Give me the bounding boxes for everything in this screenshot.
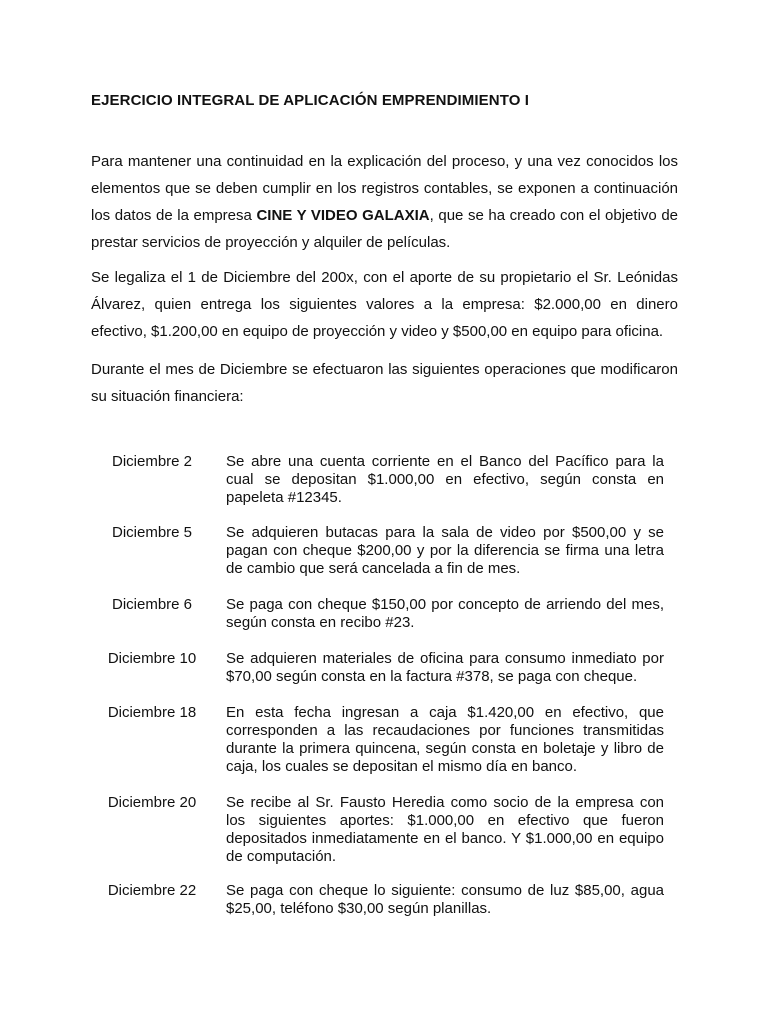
operation-description: Se adquieren materiales de oficina para consumo inmediato por $70,00 según consta en la factura #378, se paga con cheque. bbox=[226, 650, 664, 685]
operations-intro-paragraph: Durante el mes de Diciembre se efectuaron las siguientes operaciones que modificaron su situación financiera: bbox=[91, 361, 678, 405]
operation-date: Diciembre 10 bbox=[107, 650, 197, 667]
operation-description: Se paga con cheque $150,00 por concepto de arriendo del mes, según consta en recibo #23. bbox=[226, 596, 664, 631]
intro-text-before: Para mantener una continuidad en la explicación del proceso, y una vez conocidos los elementos que se deben cumplir en los registros contables, se exponen a continuación los datos de la empresa bbox=[91, 153, 678, 224]
operation-description: Se abre una cuenta corriente en el Banco del Pacífico para la cual se depositan $1.000,00 en efectivo, según consta en papeleta #12345. bbox=[226, 453, 664, 506]
operation-description: Se paga con cheque lo siguiente: consumo de luz $85,00, agua $25,00, teléfono $30,00 según planillas. bbox=[226, 882, 664, 917]
company-name: CINE Y VIDEO GALAXIA bbox=[256, 207, 430, 224]
operation-description: Se recibe al Sr. Fausto Heredia como socio de la empresa con los siguientes aportes: $1.000,00 en efectivo que fueron depositados inmediatamente en el banco. Y $1.000,00 en equipo de computación. bbox=[226, 794, 664, 865]
operation-date: Diciembre 6 bbox=[111, 596, 193, 613]
operation-date: Diciembre 22 bbox=[107, 882, 197, 899]
operation-date: Diciembre 2 bbox=[111, 453, 193, 470]
document-title: EJERCICIO INTEGRAL DE APLICACIÓN EMPRENDIMIENTO I bbox=[91, 92, 529, 109]
operation-date: Diciembre 5 bbox=[111, 524, 193, 541]
operation-date: Diciembre 20 bbox=[107, 794, 197, 811]
intro-text-after: , que se ha creado con el objetivo de prestar servicios de proyección y alquiler de películas. bbox=[91, 207, 678, 251]
legalization-paragraph: Se legaliza el 1 de Diciembre del 200x, con el aporte de su propietario el Sr. Leónidas Álvarez, quien entrega los siguientes valores a la empresa: $2.000,00 en dinero efectivo, $1.200,00 en equipo de proyección y video y $500,00 en equipo para oficina. bbox=[91, 269, 678, 340]
operation-description: En esta fecha ingresan a caja $1.420,00 en efectivo, que corresponden a las recaudaciones por funciones transmitidas durante la primera quincena, según consta en boletaje y libro de caja, los cuales se depositan el mismo día en banco. bbox=[226, 704, 664, 775]
intro-paragraph bbox=[91, 148, 678, 256]
operation-description: Se adquieren butacas para la sala de video por $500,00 y se pagan con cheque $200,00 y por la diferencia se firma una letra de cambio que será cancelada a fin de mes. bbox=[226, 524, 664, 577]
operation-date: Diciembre 18 bbox=[107, 704, 197, 721]
